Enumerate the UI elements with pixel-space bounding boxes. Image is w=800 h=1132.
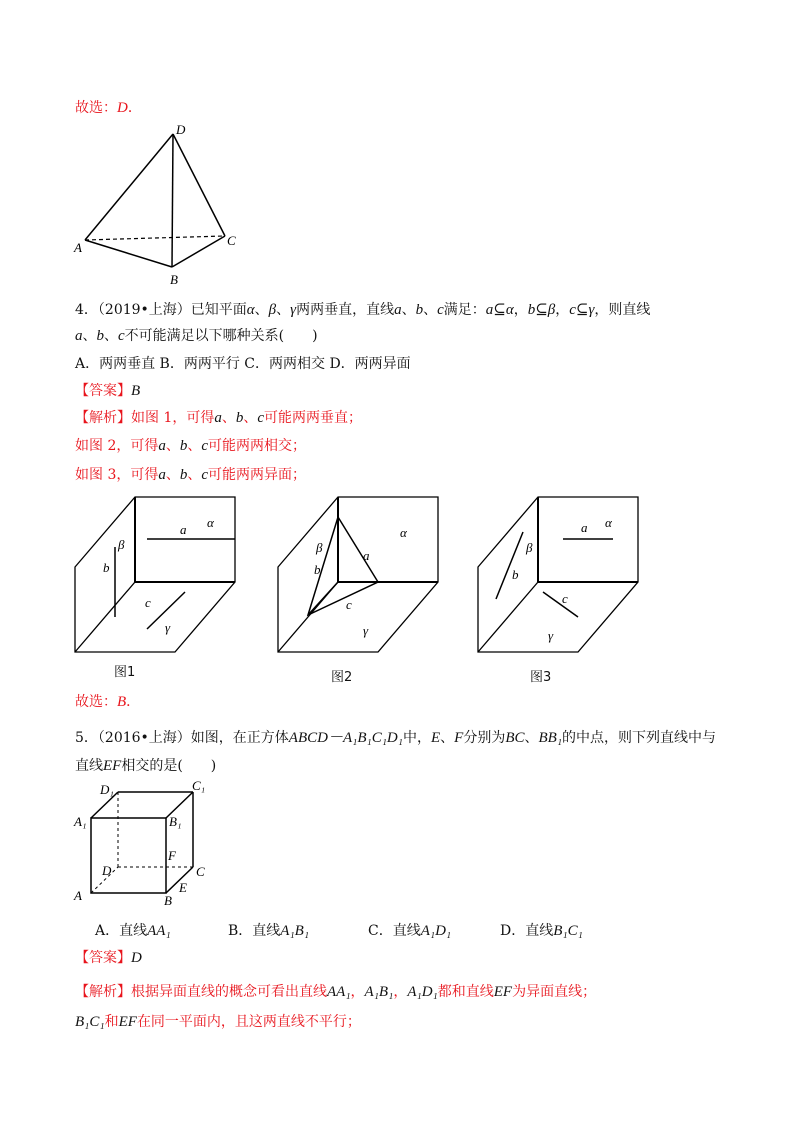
svg-text:E: E bbox=[179, 880, 187, 895]
svg-text:c: c bbox=[145, 595, 151, 610]
svg-text:A: A bbox=[74, 888, 82, 903]
question-5-explanation-1: 【解析】根据异面直线的概念可看出直线AA₁，A₁B₁，A₁D₁都和直线EF为异面直线； bbox=[75, 984, 597, 1000]
option-b: B．直线A₁B₁ bbox=[228, 923, 310, 939]
figure-2 bbox=[278, 497, 448, 657]
question-5-explanation-2: B₁C₁和EF在同一平面内，且这两直线不平行； bbox=[75, 1014, 361, 1030]
figure-1-caption: 图1 bbox=[114, 665, 136, 680]
figure-2-caption: 图2 bbox=[331, 670, 353, 685]
option-d: D．直线B₁C₁ bbox=[500, 923, 583, 939]
svg-text:α: α bbox=[400, 525, 407, 540]
svg-text:b: b bbox=[314, 562, 321, 577]
question-5-line-2: 直线EF相交的是( ) bbox=[75, 758, 217, 774]
vertex-label-a: A bbox=[74, 240, 82, 255]
svg-text:β: β bbox=[118, 537, 125, 552]
svg-text:β: β bbox=[526, 540, 533, 555]
svg-text:a: a bbox=[180, 522, 187, 537]
svg-text:c: c bbox=[562, 591, 568, 606]
svg-text:D: D bbox=[102, 863, 112, 878]
figure-3-caption: 图3 bbox=[530, 670, 552, 685]
svg-text:b: b bbox=[103, 560, 110, 575]
vertex-label-c: C bbox=[227, 233, 236, 248]
svg-text:a: a bbox=[363, 548, 370, 563]
cube-figure bbox=[74, 778, 214, 908]
answer-select-line-2: 故选：B． bbox=[75, 694, 141, 710]
svg-text:C₁: C₁ bbox=[192, 778, 206, 793]
question-4-answer: 【答案】B bbox=[75, 383, 141, 399]
svg-text:C: C bbox=[196, 864, 205, 879]
answer-select-line-1: 故选：D． bbox=[75, 100, 142, 116]
svg-text:B: B bbox=[164, 893, 172, 908]
svg-text:A₁: A₁ bbox=[74, 814, 87, 829]
vertex-label-d: D bbox=[176, 122, 186, 137]
question-4-options: A．两两垂直 B．两两平行 C．两两相交 D．两两异面 bbox=[75, 356, 411, 372]
question-4-explanation-2: 如图 2，可得a、b、c可能两两相交； bbox=[75, 438, 307, 454]
svg-text:γ: γ bbox=[548, 628, 554, 643]
svg-text:γ: γ bbox=[363, 623, 369, 638]
question-4-explanation-3: 如图 3，可得a、b、c可能两两异面； bbox=[75, 467, 307, 483]
svg-text:c: c bbox=[346, 597, 352, 612]
option-c: C．直线A₁D₁ bbox=[368, 923, 452, 939]
svg-text:α: α bbox=[207, 515, 214, 530]
question-5-answer: 【答案】D bbox=[75, 950, 142, 966]
question-4-explanation-1: 【解析】如图 1，可得a、b、c可能两两垂直； bbox=[75, 410, 363, 426]
question-5-line-1: 5．（2016•上海）如图，在正方体ABCD－A₁B₁C₁D₁中，E、F分别为BC、BB₁的中点，则下列直线中与 bbox=[75, 730, 717, 746]
svg-text:a: a bbox=[581, 520, 588, 535]
svg-text:β: β bbox=[316, 540, 323, 555]
question-4-line-2: a、b、c不可能满足以下哪种关系( ) bbox=[75, 328, 318, 344]
svg-text:D₁: D₁ bbox=[100, 782, 114, 797]
question-4-line-1: 4．（2019•上海）已知平面α、β、γ两两垂直，直线a、b、c满足：a⊆α，b⊆β，c⊆γ，则直线 bbox=[75, 302, 651, 318]
svg-text:b: b bbox=[512, 567, 519, 582]
figure-1 bbox=[75, 497, 245, 657]
svg-text:B₁: B₁ bbox=[169, 814, 182, 829]
svg-text:F: F bbox=[168, 848, 176, 863]
vertex-label-b: B bbox=[170, 272, 178, 287]
svg-text:α: α bbox=[605, 515, 612, 530]
svg-text:γ: γ bbox=[165, 620, 171, 635]
tetrahedron-figure bbox=[70, 122, 250, 287]
figure-3 bbox=[478, 497, 648, 657]
option-a: A．直线AA₁ bbox=[95, 923, 171, 939]
